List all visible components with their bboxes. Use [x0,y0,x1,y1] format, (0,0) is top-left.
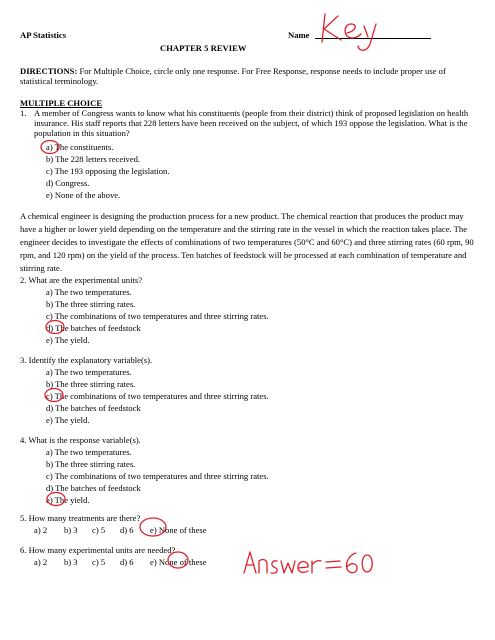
q6-option-c[interactable]: c) 5 [92,557,106,567]
course-label: AP Statistics [20,30,67,40]
q5-option-b[interactable]: b) 3 [64,525,78,535]
q5-circled-d [140,518,166,536]
q6-option-e[interactable]: e) None of these [150,557,207,567]
q2-option-d[interactable]: d) The batches of feedstock [46,323,141,333]
q1-stem: A member of Congress wants to know what his constituents (people from their district) think of proposed legislation on health insurance. His staff reports that 228 letters have been received on the subject, of which 193 oppose the legislation. What is the population in this situation? [34,108,469,138]
q6-option-a[interactable]: a) 2 [34,557,48,567]
q2-option-a[interactable]: a) The two temperatures. [46,287,132,297]
handwritten-key [322,14,376,50]
section-title: MULTIPLE CHOICE [20,98,103,108]
directions-label: DIRECTIONS: [20,66,78,76]
q3-option-b[interactable]: b) The three stirring rates. [46,379,136,389]
q3-option-d[interactable]: d) The batches of feedstock [46,403,141,413]
q4-option-b[interactable]: b) The three stirring rates. [46,459,136,469]
q3-option-c[interactable]: c) The combinations of two temperatures and three stirring rates. [46,391,269,401]
q1-option-c[interactable]: c) The 193 opposing the legislation. [46,166,170,176]
q5-option-d[interactable]: d) 6 [120,525,134,535]
q1-option-d[interactable]: d) Congress. [46,178,90,188]
name-label: Name [288,30,310,40]
q5-option-a[interactable]: a) 2 [34,525,48,535]
q3-circled-c [45,389,63,402]
q6-option-b[interactable]: b) 3 [64,557,78,567]
q4-option-a[interactable]: a) The two temperatures. [46,447,132,457]
q3-option-a[interactable]: a) The two temperatures. [46,367,132,377]
handwritten-answer [244,552,372,573]
q5-option-e[interactable]: e) None of these [150,525,207,535]
q4-circled-e [47,493,65,506]
q6-option-d[interactable]: d) 6 [120,557,134,567]
q1-number: 1. [20,108,27,118]
q1-circled-a [41,141,59,154]
q5-stem: 5. How many treatments are there? [20,513,141,523]
q1-option-b[interactable]: b) The 228 letters received. [46,154,141,164]
q2-circled-d [46,321,64,334]
q4-option-d[interactable]: d) The batches of feedstock [46,483,141,493]
q2-option-c[interactable]: c) The combinations of two temperatures and three stirring rates. [46,311,269,321]
q4-stem: 4. What is the response variable(s). [20,435,141,445]
q1-option-e[interactable]: e) None of the above. [46,190,121,200]
q6-stem: 6. How many experimental units are needed? [20,545,176,555]
q3-option-e[interactable]: e) The yield. [46,415,90,425]
page-title: CHAPTER 5 REVIEW [160,43,247,53]
q3-stem: 3. Identify the explanatory variable(s). [20,355,153,365]
q4-option-c[interactable]: c) The combinations of two temperatures and three stirring rates. [46,471,269,481]
q1-option-a[interactable]: a) The constituents. [46,142,114,152]
directions-text: For Multiple Choice, circle only one response. For Free Response, response needs to include proper use of statistical terminology. [20,66,446,86]
q5-option-c[interactable]: c) 5 [92,525,106,535]
q2-option-e[interactable]: e) The yield. [46,335,90,345]
q2-option-b[interactable]: b) The three stirring rates. [46,299,136,309]
q2-stem: 2. What are the experimental units? [20,275,143,285]
passage: A chemical engineer is designing the production process for a new product. The chemical reaction that produces the product may have a higher or lower yield depending on the temperature and the stirring rate in the vessel in which the reaction takes place. The engineer decides to investigate the effects of combinations of two temperatures (50°C and 60°C) and three stirring rates (60 rpm, 90 rpm, and 120 rpm) on the yield of the process. Ten batches of feedstock will be processed at each combination of temperature and stirring rate. [20,211,474,273]
q4-option-e[interactable]: e) The yield. [46,495,90,505]
q6-circled-e [168,552,188,568]
